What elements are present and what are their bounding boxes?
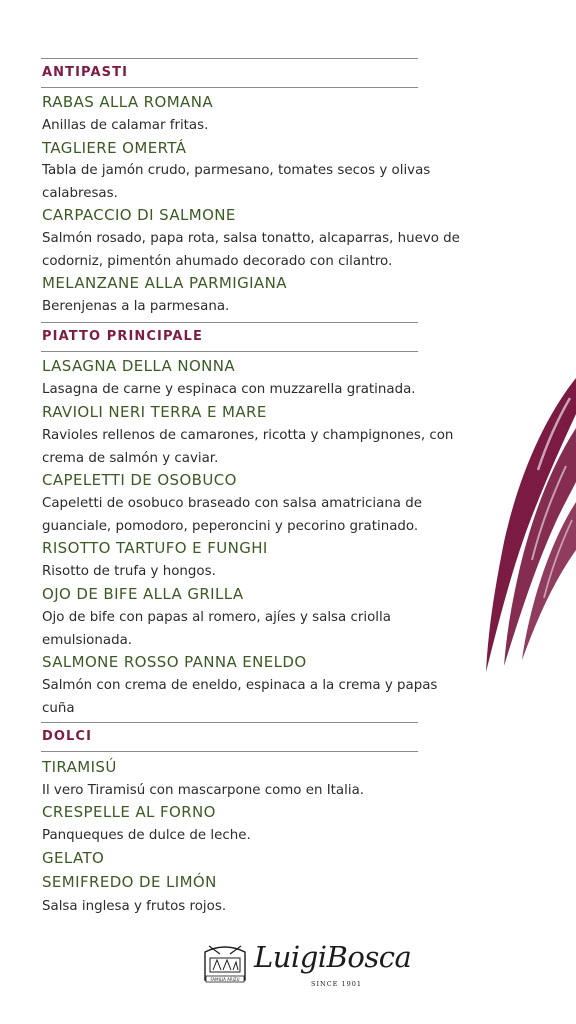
- dish-description: Berenjenas a la parmesana.: [42, 299, 230, 314]
- luigi-bosca-logo: [200, 938, 412, 994]
- dish-description: Risotto de trufa y hongos.: [42, 564, 216, 579]
- brand-since: SINCE 1901: [311, 980, 363, 988]
- dish-name: CAPELETTI DE OSOBUCO: [42, 471, 237, 489]
- dish-description: Panqueques de dulce de leche.: [42, 828, 251, 843]
- dish-name: RABAS ALLA ROMANA: [42, 93, 213, 111]
- section-rule-top: [41, 322, 418, 323]
- dish-name: RAVIOLI NERI TERRA E MARE: [42, 403, 267, 421]
- brand-name: LuigiBosca: [254, 940, 412, 974]
- dish-description: Salsa inglesa y frutos rojos.: [42, 899, 227, 914]
- dish-name: SEMIFREDO DE LIMÓN: [42, 873, 217, 891]
- dish-name: GELATO: [42, 849, 105, 867]
- dish-description: Salmón con crema de eneldo, espinaca a la crema y papas cuña: [42, 678, 438, 716]
- dish-name: MELANZANE ALLA PARMIGIANA: [42, 274, 287, 292]
- dish-description: Capeletti de osobuco braseado con salsa amatriciana de guanciale, pomodoro, peperoncini y pecorino gratinado.: [42, 496, 423, 534]
- section-rule-bottom: [41, 87, 418, 88]
- family-crest-icon: [200, 940, 250, 988]
- dish-name: LASAGNA DELLA NONNA: [42, 357, 236, 375]
- dish-name: OJO DE BIFE ALLA GRILLA: [42, 585, 244, 603]
- dish-description: Tabla de jamón crudo, parmesano, tomates secos y olivas calabresas.: [42, 163, 431, 201]
- dish-description: Ravioles rellenos de camarones, ricotta y champignones, con crema de salmón y caviar.: [42, 428, 454, 466]
- section-title-antipasti: ANTIPASTI: [42, 65, 129, 80]
- dish-description: Ojo de bife con papas al romero, ajíes y salsa criolla emulsionada.: [42, 610, 391, 648]
- section-rule-bottom: [41, 351, 418, 352]
- dish-name: CARPACCIO DI SALMONE: [42, 206, 236, 224]
- section-rule-top: [41, 722, 418, 723]
- dish-description: Lasagna de carne y espinaca con muzzarella gratinada.: [42, 382, 416, 397]
- dish-description: Anillas de calamar fritas.: [42, 118, 209, 133]
- dish-name: SALMONE ROSSO PANNA ENELDO: [42, 653, 307, 671]
- crest-banner-text: FAMILIA ARIZU: [210, 977, 240, 982]
- section-rule-top: [41, 58, 418, 59]
- section-rule-bottom: [41, 751, 418, 752]
- dish-description: Il vero Tiramisú con mascarpone como en Italia.: [42, 783, 365, 798]
- dish-name: RISOTTO TARTUFO E FUNGHI: [42, 539, 268, 557]
- dish-description: Salmón rosado, papa rota, salsa tonatto, alcaparras, huevo de codorniz, pimentón ahumado decorado con cilantro.: [42, 231, 460, 269]
- section-title-dolci: DOLCI: [42, 729, 93, 744]
- dish-name: TIRAMISÚ: [42, 758, 117, 776]
- dish-name: TAGLIERE OMERTÁ: [42, 139, 187, 157]
- wine-brush-stroke-decoration: [466, 370, 576, 680]
- dish-name: CRESPELLE AL FORNO: [42, 803, 216, 821]
- section-title-piatto-principale: PIATTO PRINCIPALE: [42, 329, 203, 344]
